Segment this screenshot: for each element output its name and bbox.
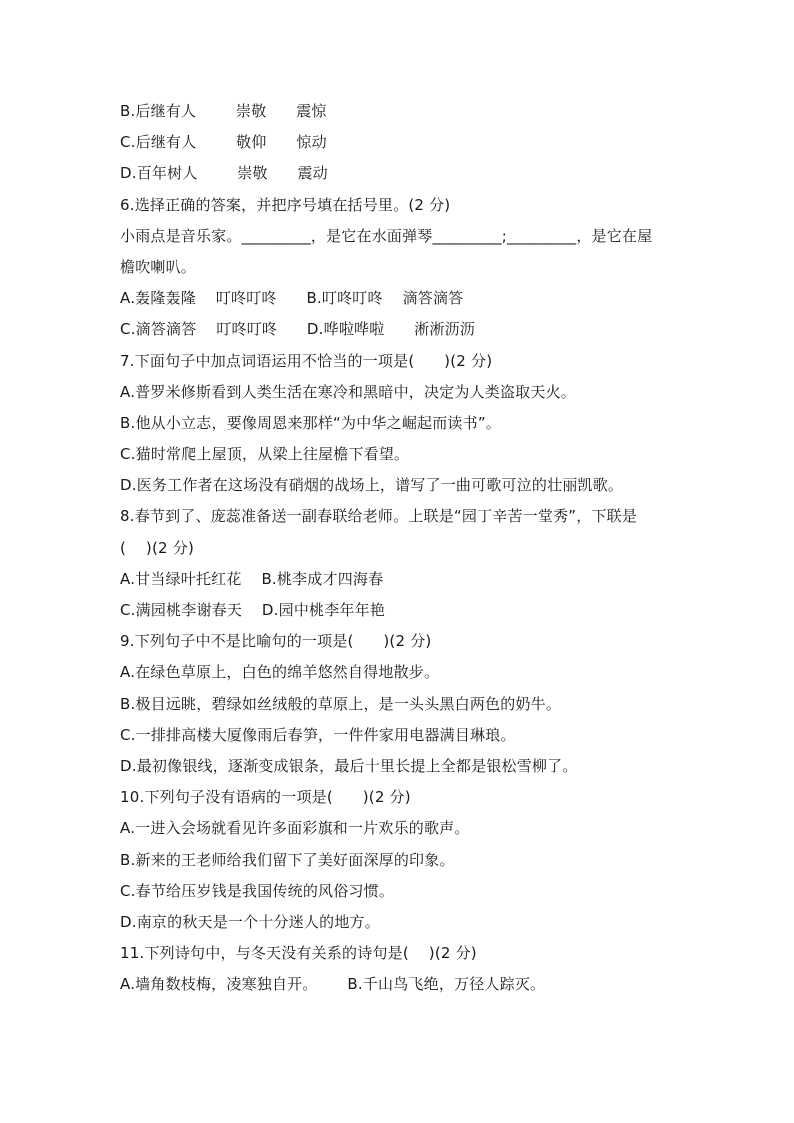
question-11-title: 11.下列诗句中，与冬天没有关系的诗句是( )(2 分) — [120, 944, 477, 963]
question-6-text-line-2: 檐吹喇叭。 — [120, 257, 197, 276]
question-6-text-line-1: 小雨点是音乐家。_________，是它在水面弹琴_________;_________，是它在屋 — [120, 226, 653, 245]
question-7-option-d: D.医务工作者在这场没有硝烟的战场上，谱写了一曲可歌可泣的壮丽凯歌。 — [120, 476, 624, 495]
document-page — [120, 96, 680, 1000]
question-9-option-d: D.最初像银线，逐渐变成银条，最后十里长提上全都是银松雪柳了。 — [120, 756, 578, 775]
question-7-option-a: A.普罗米修斯看到人类生活在寒冷和黑暗中，决定为人类盗取天火。 — [120, 382, 576, 401]
option-c-line: C.后继有人 敬仰 惊动 — [120, 133, 327, 152]
question-9-title: 9.下列句子中不是比喻句的一项是( )(2 分) — [120, 632, 432, 651]
question-10-option-c: C.春节给压岁钱是我国传统的风俗习惯。 — [120, 881, 395, 900]
question-7-title: 7.下面句子中加点词语运用不恰当的一项是( )(2 分) — [120, 351, 493, 370]
question-8-title-line-2: ( )(2 分) — [120, 538, 194, 557]
question-9-option-b: B.极目远眺，碧绿如丝绒般的草原上，是一头头黑白两色的奶牛。 — [120, 694, 562, 713]
option-d-line: D.百年树人 崇敬 震动 — [120, 164, 328, 183]
question-9-option-a: A.在绿色草原上，白色的绵羊悠然自得地散步。 — [120, 663, 440, 682]
question-7-option-c: C.猫时常爬上屋顶，从梁上往屋檐下看望。 — [120, 445, 410, 464]
question-10-option-b: B.新来的王老师给我们留下了美好面深厚的印象。 — [120, 850, 455, 869]
question-8-title-line-1: 8.春节到了、庞蕊准备送一副春联给老师。上联是“园丁辛苦一堂秀”，下联是 — [120, 507, 638, 526]
question-10-option-a: A.一进入会场就看见许多面彩旗和一片欢乐的歌声。 — [120, 819, 470, 838]
question-11-options-ab: A.墙角数枝梅，凌寒独自开。 B.千山鸟飞绝，万径人踪灭。 — [120, 975, 546, 994]
question-10-title: 10.下列句子没有语病的一项是( )(2 分) — [120, 788, 411, 807]
question-6-title: 6.选择正确的答案，并把序号填在括号里。(2 分) — [120, 195, 451, 214]
question-6-options-cd: C.滴答滴答 叮咚叮咚 D.哗啦哗啦 淅淅沥沥 — [120, 320, 476, 339]
question-9-option-c: C.一排排高楼大厦像雨后春笋，一件件家用电器满目琳琅。 — [120, 725, 516, 744]
question-6-options-ab: A.轰隆轰隆 叮咚叮咚 B.叮咚叮咚 滴答滴答 — [120, 289, 464, 308]
question-8-options-ab: A.甘当绿叶托红花 B.桃李成才四海春 — [120, 569, 384, 588]
option-b-line: B.后继有人 崇敬 震惊 — [120, 102, 327, 120]
question-10-option-d: D.南京的秋天是一个十分迷人的地方。 — [120, 912, 380, 931]
question-7-option-b: B.他从小立志，要像周恩来那样“为中华之崛起而读书”。 — [120, 413, 502, 432]
question-8-options-cd: C.满园桃李谢春天 D.园中桃李年年艳 — [120, 601, 386, 619]
